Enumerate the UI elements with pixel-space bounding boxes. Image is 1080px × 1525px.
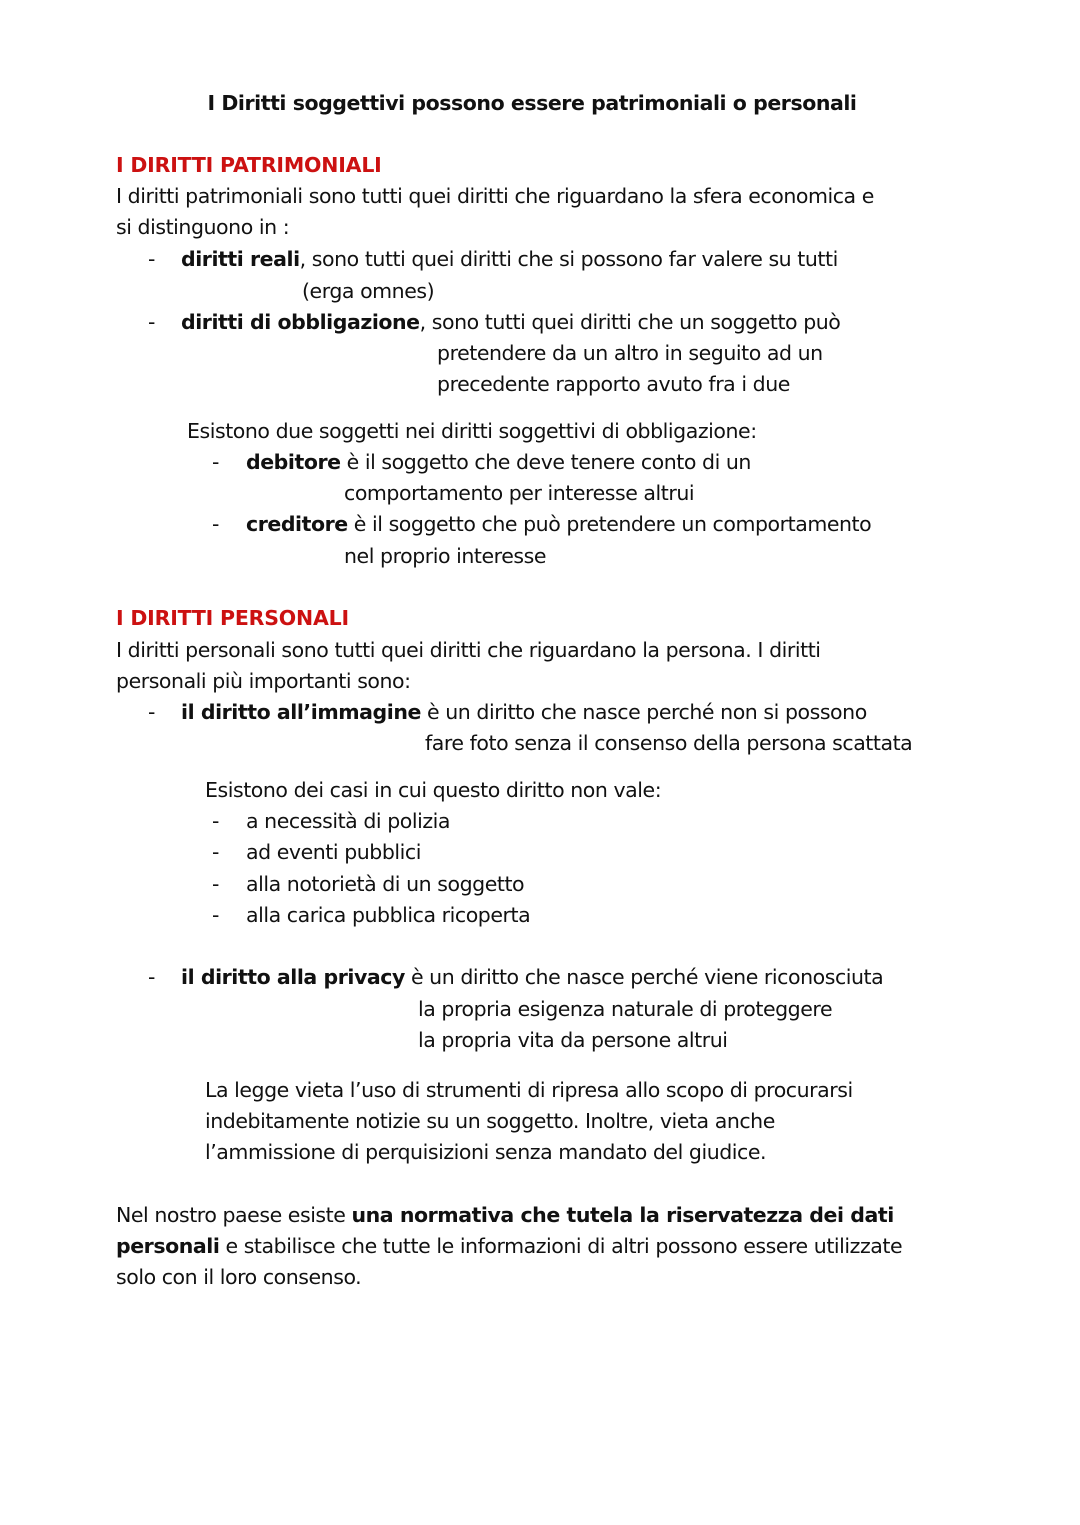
- term-diritto-immagine: il diritto all’immagine: [181, 700, 421, 724]
- bullet-debitore: [246, 447, 751, 478]
- conclusion-line2: [116, 1231, 902, 1262]
- law-paragraph-line: indebitamente notizie su un soggetto. Inoltre, vieta anche: [205, 1109, 775, 1133]
- exception-item: alla carica pubblica ricoperta: [246, 903, 531, 927]
- list-dash: -: [212, 903, 219, 927]
- bullet-continuation: la propria esigenza naturale di proteggere: [418, 997, 833, 1021]
- bullet-continuation: nel proprio interesse: [344, 544, 546, 568]
- definition-text: è un diritto che nasce perché viene riconosciuta: [404, 965, 884, 989]
- personali-intro-line2: personali più importanti sono:: [116, 669, 411, 693]
- conclusion-emphasis: personali: [116, 1234, 220, 1258]
- exception-item: ad eventi pubblici: [246, 840, 421, 864]
- conclusion-emphasis: una normativa che tutela la riservatezza dei dati: [351, 1203, 894, 1227]
- definition-text: , sono tutti quei diritti che si possono far valere su tutti: [299, 247, 838, 271]
- list-dash: -: [212, 809, 219, 833]
- bullet-continuation: la propria vita da persone altrui: [418, 1028, 728, 1052]
- list-dash: -: [212, 872, 219, 896]
- conclusion-prefix: Nel nostro paese esiste: [116, 1203, 352, 1227]
- bullet-continuation: fare foto senza il consenso della persona scattata: [425, 731, 913, 755]
- term-debitore: debitore: [246, 450, 341, 474]
- subjects-intro: Esistono due soggetti nei diritti soggettivi di obbligazione:: [187, 419, 757, 443]
- definition-text: è il soggetto che deve tenere conto di un: [340, 450, 751, 474]
- term-diritti-obbligazione: diritti di obbligazione: [181, 310, 420, 334]
- bullet-continuation: precedente rapporto avuto fra i due: [437, 372, 790, 396]
- law-paragraph-line: La legge vieta l’uso di strumenti di ripresa allo scopo di procurarsi: [205, 1078, 853, 1102]
- conclusion-line3: solo con il loro consenso.: [116, 1265, 362, 1289]
- bullet-dash: -: [212, 450, 219, 474]
- patrimoniali-intro-line2: si distinguono in :: [116, 215, 290, 239]
- definition-text: è un diritto che nasce perché non si possono: [420, 700, 867, 724]
- list-dash: -: [212, 840, 219, 864]
- section-heading-patrimoniali: I DIRITTI PATRIMONIALI: [116, 153, 382, 177]
- bullet-dash: -: [148, 965, 155, 989]
- exception-item: alla notorietà di un soggetto: [246, 872, 525, 896]
- personali-intro-line1: I diritti personali sono tutti quei diritti che riguardano la persona. I diritti: [116, 638, 821, 662]
- term-creditore: creditore: [246, 512, 348, 536]
- patrimoniali-intro-line1: I diritti patrimoniali sono tutti quei diritti che riguardano la sfera economica e: [116, 184, 874, 208]
- definition-text: , sono tutti quei diritti che un soggetto può: [419, 310, 841, 334]
- conclusion-line1: [116, 1200, 894, 1231]
- bullet-continuation: comportamento per interesse altrui: [344, 481, 695, 505]
- bullet-dash: -: [148, 247, 155, 271]
- exception-item: a necessità di polizia: [246, 809, 451, 833]
- page-title: I Diritti soggettivi possono essere patrimoniali o personali: [207, 91, 857, 115]
- bullet-dash: -: [212, 512, 219, 536]
- bullet-continuation: (erga omnes): [302, 279, 435, 303]
- bullet-dash: -: [148, 700, 155, 724]
- bullet-dash: -: [148, 310, 155, 334]
- bullet-creditore: [246, 509, 871, 540]
- bullet-diritto-immagine: [181, 697, 867, 728]
- term-diritto-privacy: il diritto alla privacy: [181, 965, 405, 989]
- bullet-diritto-privacy: [181, 962, 883, 993]
- definition-text: è il soggetto che può pretendere un comportamento: [347, 512, 872, 536]
- bullet-diritti-reali: [181, 244, 838, 275]
- exceptions-intro: Esistono dei casi in cui questo diritto non vale:: [205, 778, 662, 802]
- conclusion-text: e stabilisce che tutte le informazioni di altri possono essere utilizzate: [219, 1234, 903, 1258]
- bullet-diritti-obbligazione: [181, 307, 840, 338]
- bullet-continuation: pretendere da un altro in seguito ad un: [437, 341, 823, 365]
- term-diritti-reali: diritti reali: [181, 247, 300, 271]
- section-heading-personali: I DIRITTI PERSONALI: [116, 606, 349, 630]
- law-paragraph-line: l’ammissione di perquisizioni senza mandato del giudice.: [205, 1140, 767, 1164]
